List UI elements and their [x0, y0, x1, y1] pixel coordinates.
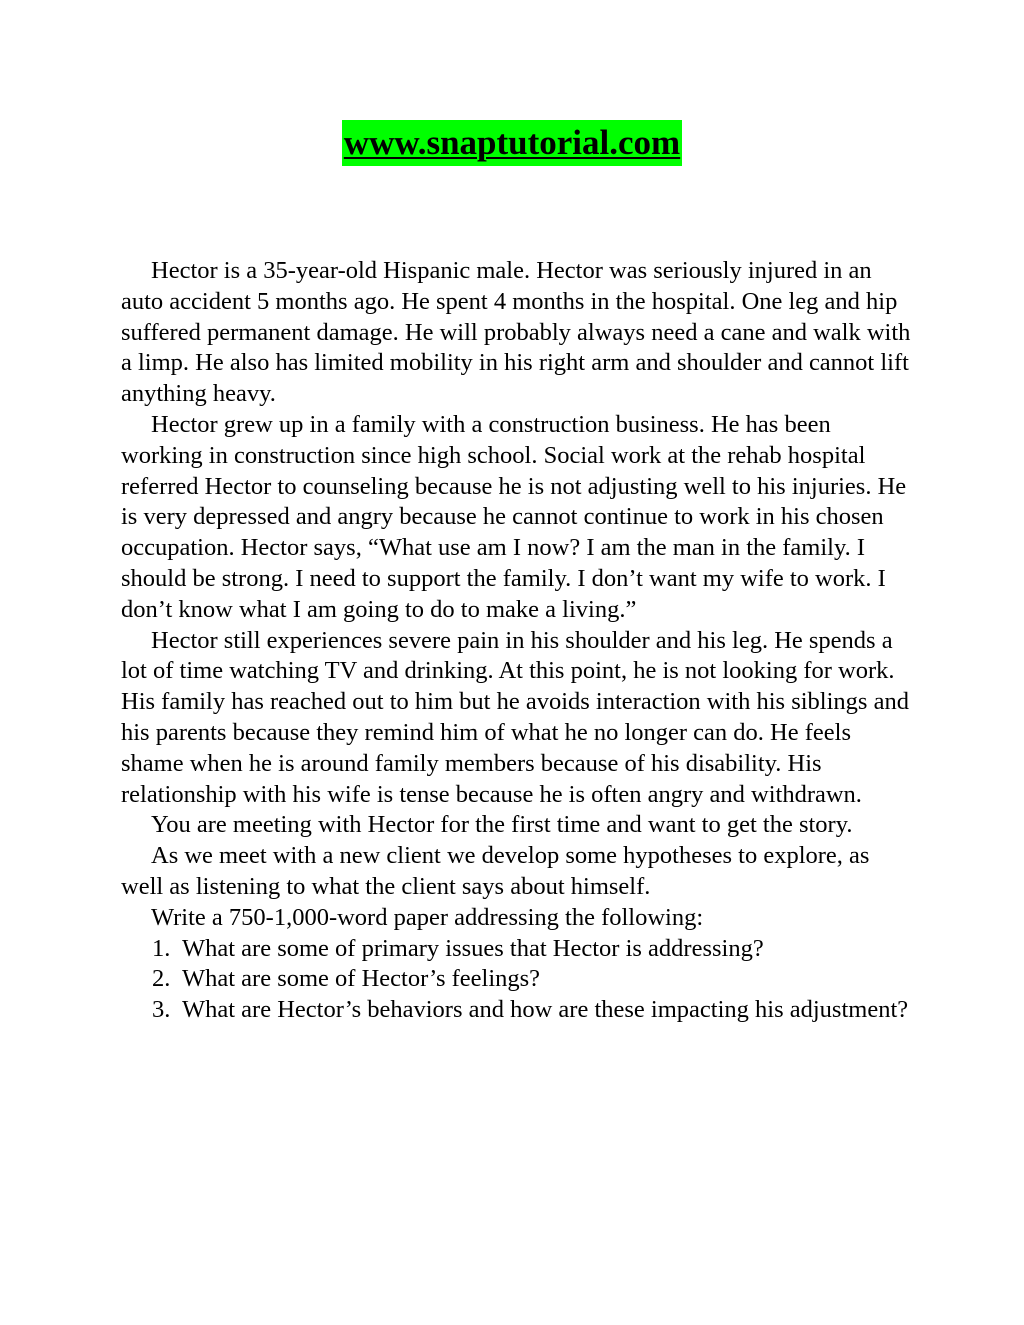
- website-link[interactable]: www.snaptutorial.com: [342, 120, 682, 166]
- list-item-number: 3.: [152, 996, 171, 1024]
- paragraph-hypotheses: As we meet with a new client we develop some hypotheses to explore, as well as listening to what the client says about himself.: [121, 842, 870, 900]
- paragraph-intro: Hector is a 35-year-old Hispanic male. Hector was seriously injured in an auto accident 5 months ago. He spent 4 months in the hospital. One leg and hip suffered permanent damage. He will probably always need a cane and walk with a limp. He also has limited mobility in his right arm and shoulder and cannot lift anything heavy.: [121, 257, 911, 408]
- paragraph-meeting: You are meeting with Hector for the first time and want to get the story.: [151, 811, 853, 839]
- list-item: [121, 995, 911, 1026]
- list-item-text: What are some of Hector’s feelings?: [182, 965, 541, 993]
- list-item-text: What are Hector’s behaviors and how are these impacting his adjustment?: [182, 996, 909, 1024]
- question-list: [121, 934, 911, 1026]
- list-item-number: 2.: [152, 965, 171, 993]
- list-item-number: 1.: [152, 934, 171, 962]
- paragraph-background: Hector grew up in a family with a construction business. He has been working in construction since high school. Social work at the rehab hospital referred Hector to counseling because he is not adjusting well to his injuries. He is very depressed and angry because he cannot continue to work in his chosen occupation. Hector says, “What use am I now? I am the man in the family. I should be strong. I need to support the family. I don’t want my wife to work. I don’t know what I am going to do to make a living.”: [121, 410, 907, 623]
- header: [0, 120, 1024, 166]
- paragraph-assignment: Write a 750-1,000-word paper addressing the following:: [151, 903, 704, 931]
- paragraph-current-state: Hector still experiences severe pain in his shoulder and his leg. He spends a lot of time watching TV and drinking. At this point, he is not looking for work. His family has reached out to him but he avoids interaction with his siblings and his parents because they remind him of what he no longer can do. He feels shame when he is around family members because of his disability. His relationship with his wife is tense because he is often angry and withdrawn.: [121, 626, 909, 808]
- document-body: [121, 256, 911, 1026]
- list-item: [121, 964, 911, 995]
- list-item-text: What are some of primary issues that Hector is addressing?: [182, 934, 764, 962]
- list-item: [121, 934, 911, 965]
